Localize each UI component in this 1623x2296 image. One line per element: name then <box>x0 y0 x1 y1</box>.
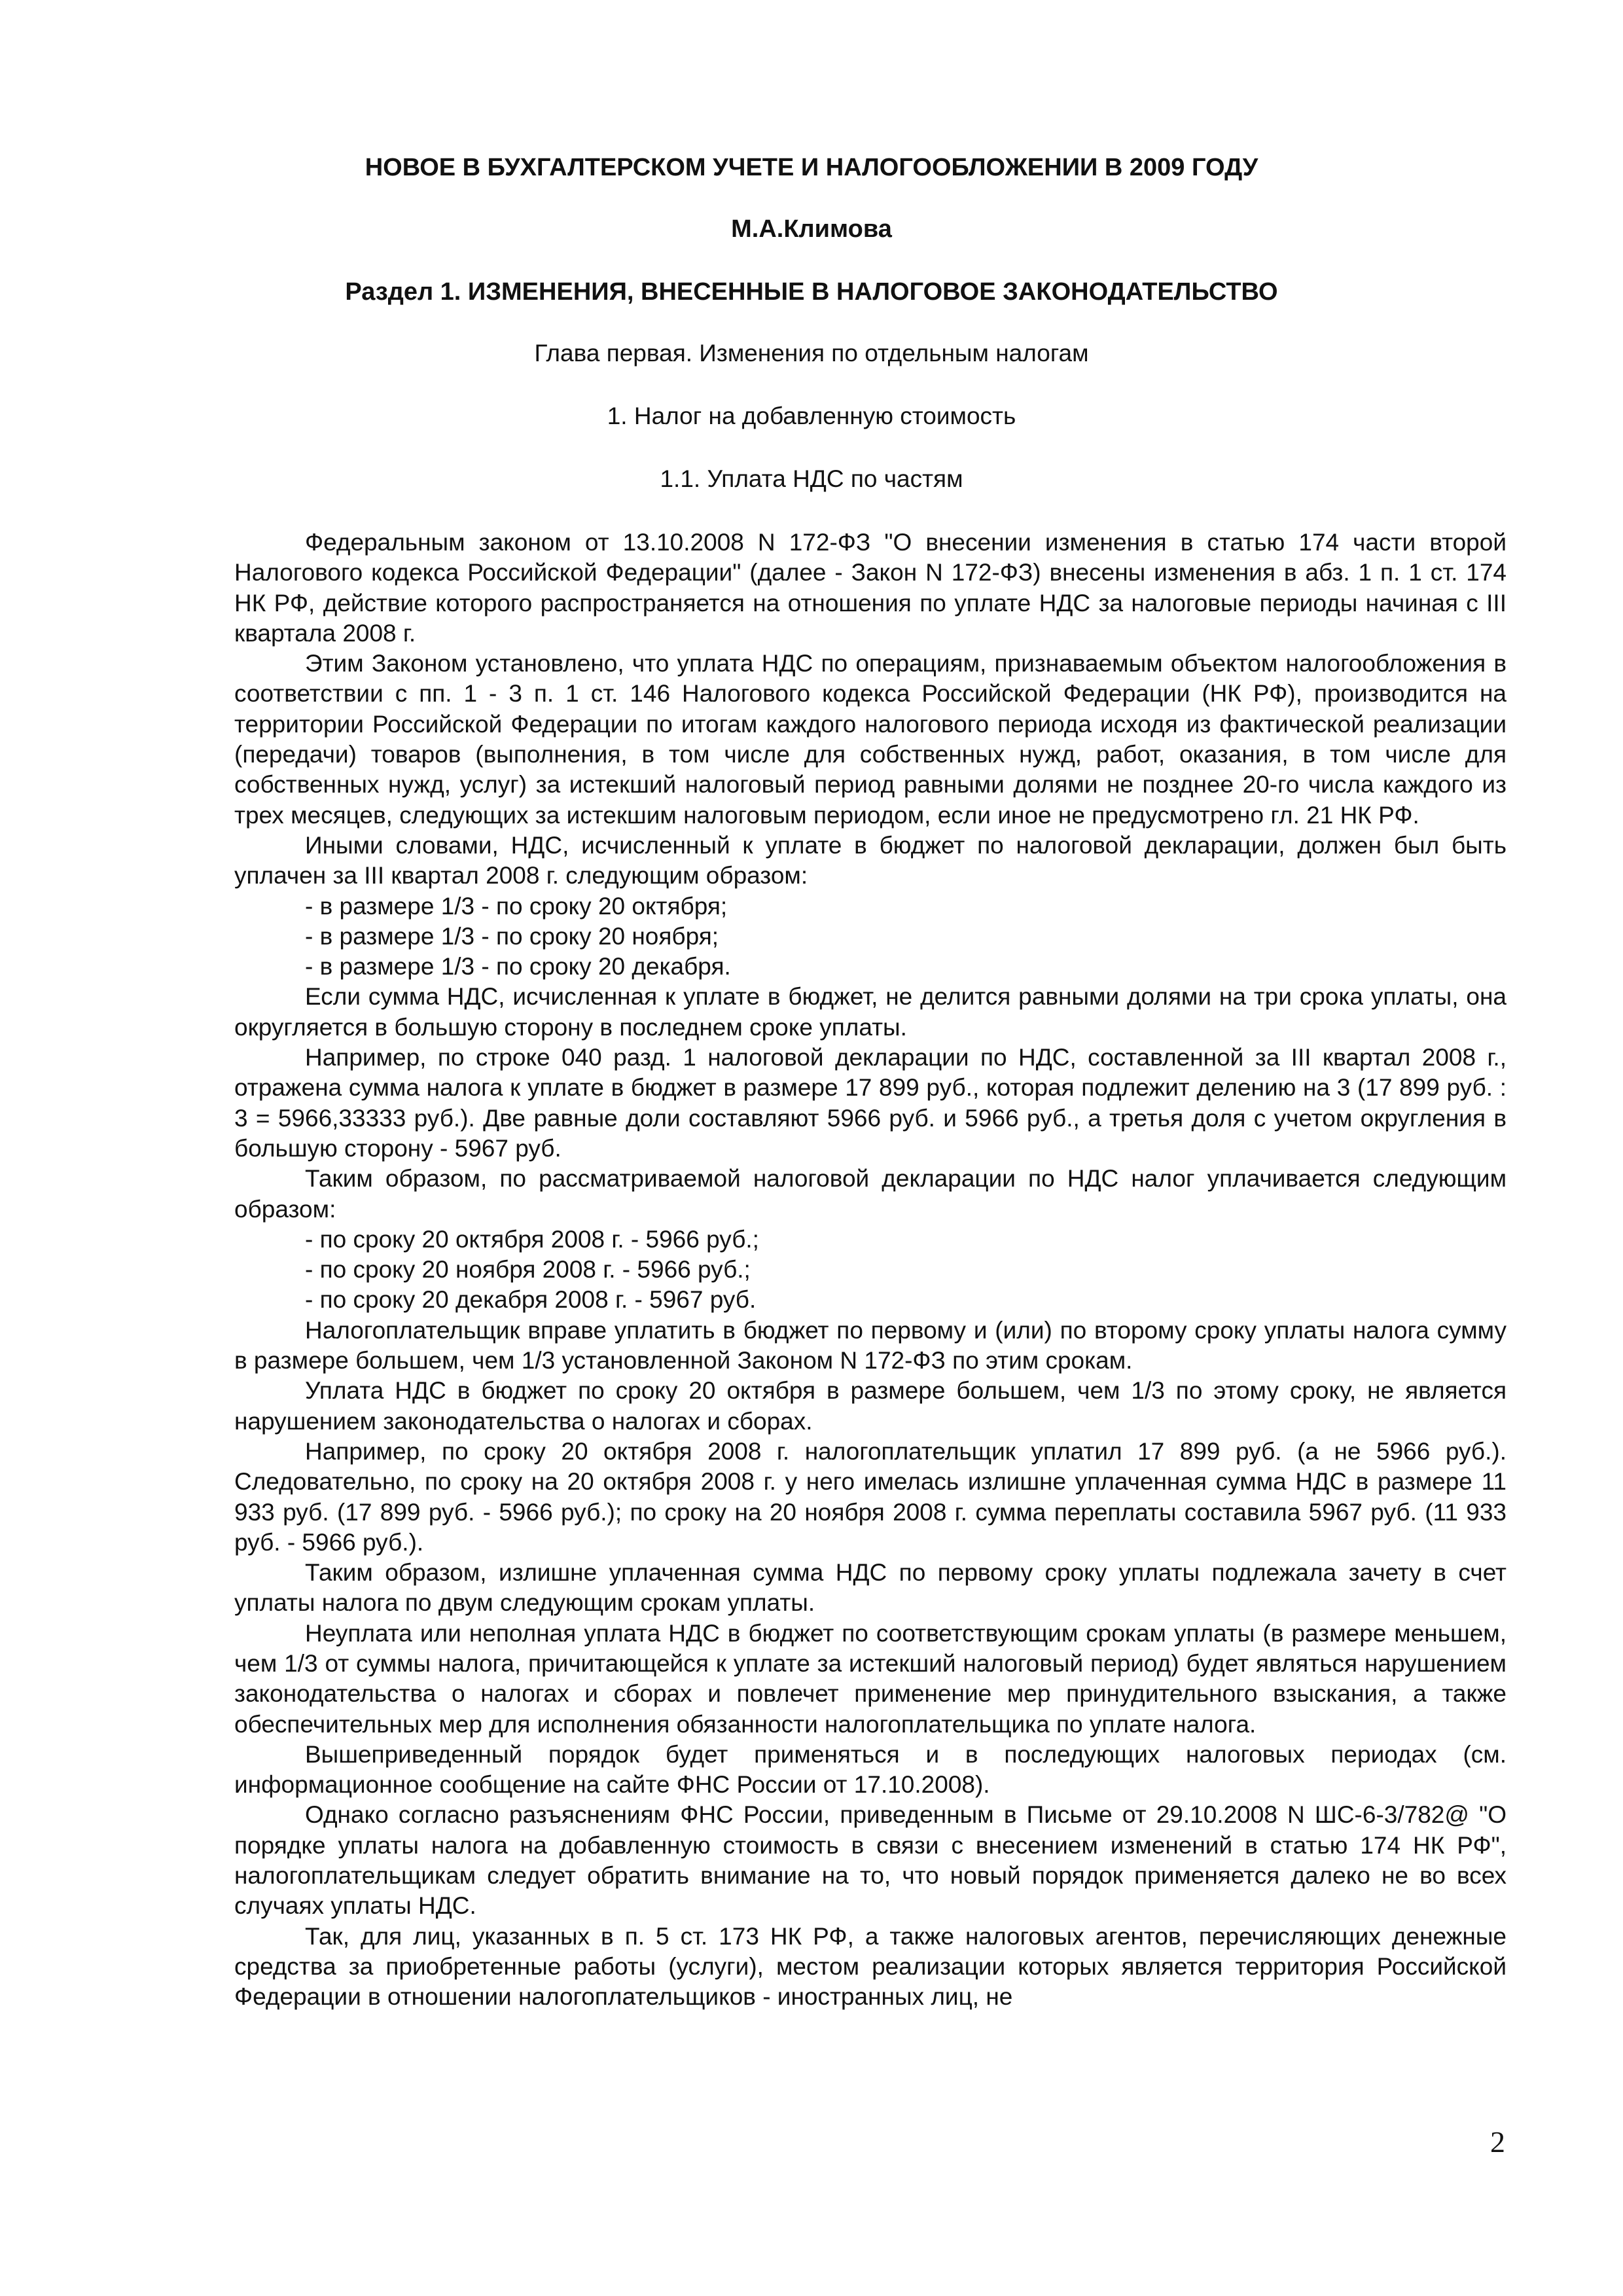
list-item: - в размере 1/3 - по сроку 20 декабря. <box>305 953 731 980</box>
paragraph: Налогоплательщик вправе уплатить в бюджет по первому и (или) по второму сроку уплаты налога сумму в размере большем, чем 1/3 установленной Законом N 172-ФЗ по этим срокам. <box>234 1316 1507 1374</box>
subsubsection-heading: 1.1. Уплата НДС по частям <box>660 465 963 492</box>
subsection-heading: 1. Налог на добавленную стоимость <box>607 403 1016 429</box>
list-item: - по сроку 20 октября 2008 г. - 5966 руб.; <box>305 1225 759 1253</box>
list-item: - в размере 1/3 - по сроку 20 октября; <box>305 892 728 920</box>
paragraph: Неуплата или неполная уплата НДС в бюджет по соответствующим срокам уплаты (в размере меньшем, чем 1/3 от суммы налога, причитающейся к уплате за истекший налоговый период) будет являться нарушением законодательства о налогах и сборах и повлечет применение мер принудительного взыскания, а также обеспечительных мер для исполнения обязанности налогоплательщика по уплате налога. <box>234 1619 1507 1738</box>
list-item: - по сроку 20 декабря 2008 г. - 5967 руб. <box>305 1286 757 1314</box>
paragraph: Федеральным законом от 13.10.2008 N 172-ФЗ "О внесении изменения в статью 174 части второй Налогового кодекса Российской Федерации" (далее - Закон N 172-ФЗ) внесены изменения в абз. 1 п. 1 ст. 174 НК РФ, действие которого распространяется на отношения по уплате НДС за налоговые периоды начиная с III квартала 2008 г. <box>234 529 1507 647</box>
list-item: - в размере 1/3 - по сроку 20 ноября; <box>305 922 719 950</box>
paragraph: Так, для лиц, указанных в п. 5 ст. 173 НК РФ, а также налоговых агентов, перечисляющих денежные средства за приобретенные работы (услуги), местом реализации которых является территория Российской Федерации в отношении налогоплательщиков - иностранных лиц, не <box>234 1922 1507 2011</box>
document-title: НОВОЕ В БУХГАЛТЕРСКОМ УЧЕТЕ И НАЛОГООБЛОЖЕНИИ В 2009 ГОДУ <box>365 154 1258 181</box>
paragraph: Этим Законом установлено, что уплата НДС по операциям, признаваемым объектом налогообложения в соответствии с пп. 1 - 3 п. 1 ст. 146 Налогового кодекса Российской Федерации (НК РФ), производится на территории Российской Федерации по итогам каждого налогового периода исходя из фактической реализации (передачи) товаров (выполнения, в том числе для собственных нужд, работ, оказания, в том числе для собственных нужд, услуг) за истекший налоговый период равными долями не позднее 20-го числа каждого из трех месяцев, следующих за истекшим налоговым периодом, если иное не предусмотрено гл. 21 НК РФ. <box>234 650 1507 829</box>
paragraph: Например, по строке 040 разд. 1 налоговой декларации по НДС, составленной за III квартал 2008 г., отражена сумма налога к уплате в бюджет в размере 17 899 руб., которая подлежит делению на 3 (17 899 руб. : 3 = 5966,33333 руб.). Две равные доли составляют 5966 руб. и 5966 руб., а третья доля с учетом округления в большую сторону - 5967 руб. <box>234 1044 1507 1162</box>
document-body <box>234 528 1507 2013</box>
page-number: 2 <box>1490 2125 1505 2159</box>
paragraph: Таким образом, излишне уплаченная сумма НДС по первому сроку уплаты подлежала зачету в счет уплаты налога по двум следующим срокам уплаты. <box>234 1559 1507 1617</box>
author-name: М.А.Климова <box>731 215 892 243</box>
paragraph: Иными словами, НДС, исчисленный к уплате в бюджет по налоговой декларации, должен был быть уплачен за III квартал 2008 г. следующим образом: <box>234 831 1507 889</box>
paragraph: Таким образом, по рассматриваемой налоговой декларации по НДС налог уплачивается следующим образом: <box>234 1165 1507 1223</box>
section-heading: Раздел 1. ИЗМЕНЕНИЯ, ВНЕСЕННЫЕ В НАЛОГОВОЕ ЗАКОНОДАТЕЛЬСТВО <box>345 278 1278 306</box>
paragraph: Вышеприведенный порядок будет применяться и в последующих налоговых периодах (см. информационное сообщение на сайте ФНС России от 17.10.2008). <box>234 1740 1507 1799</box>
list-item: - по сроку 20 ноября 2008 г. - 5966 руб.; <box>305 1256 751 1283</box>
paragraph: Уплата НДС в бюджет по сроку 20 октября в размере большем, чем 1/3 по этому сроку, не является нарушением законодательства о налогах и сборах. <box>234 1377 1507 1435</box>
paragraph: Однако согласно разъяснениям ФНС России, приведенным в Письме от 29.10.2008 N ШС-6-3/782@ "О порядке уплаты налога на добавленную стоимость в связи с внесением изменений в статью 174 НК РФ", налогоплательщикам следует обратить внимание на то, что новый порядок применяется далеко не во всех случаях уплаты НДС. <box>234 1801 1507 1920</box>
chapter-heading: Глава первая. Изменения по отдельным налогам <box>534 340 1089 367</box>
paragraph: Если сумма НДС, исчисленная к уплате в бюджет, не делится равными долями на три срока уплаты, она округляется в большую сторону в последнем сроке уплаты. <box>234 983 1507 1041</box>
paragraph: Например, по сроку 20 октября 2008 г. налогоплательщик уплатил 17 899 руб. (а не 5966 руб.). Следовательно, по сроку на 20 октября 2008 г. у него имелась излишне уплаченная сумма НДС в размере 11 933 руб. (17 899 руб. - 5966 руб.); по сроку на 20 ноября 2008 г. сумма переплаты составила 5967 руб. (11 933 руб. - 5966 руб.). <box>234 1437 1507 1556</box>
